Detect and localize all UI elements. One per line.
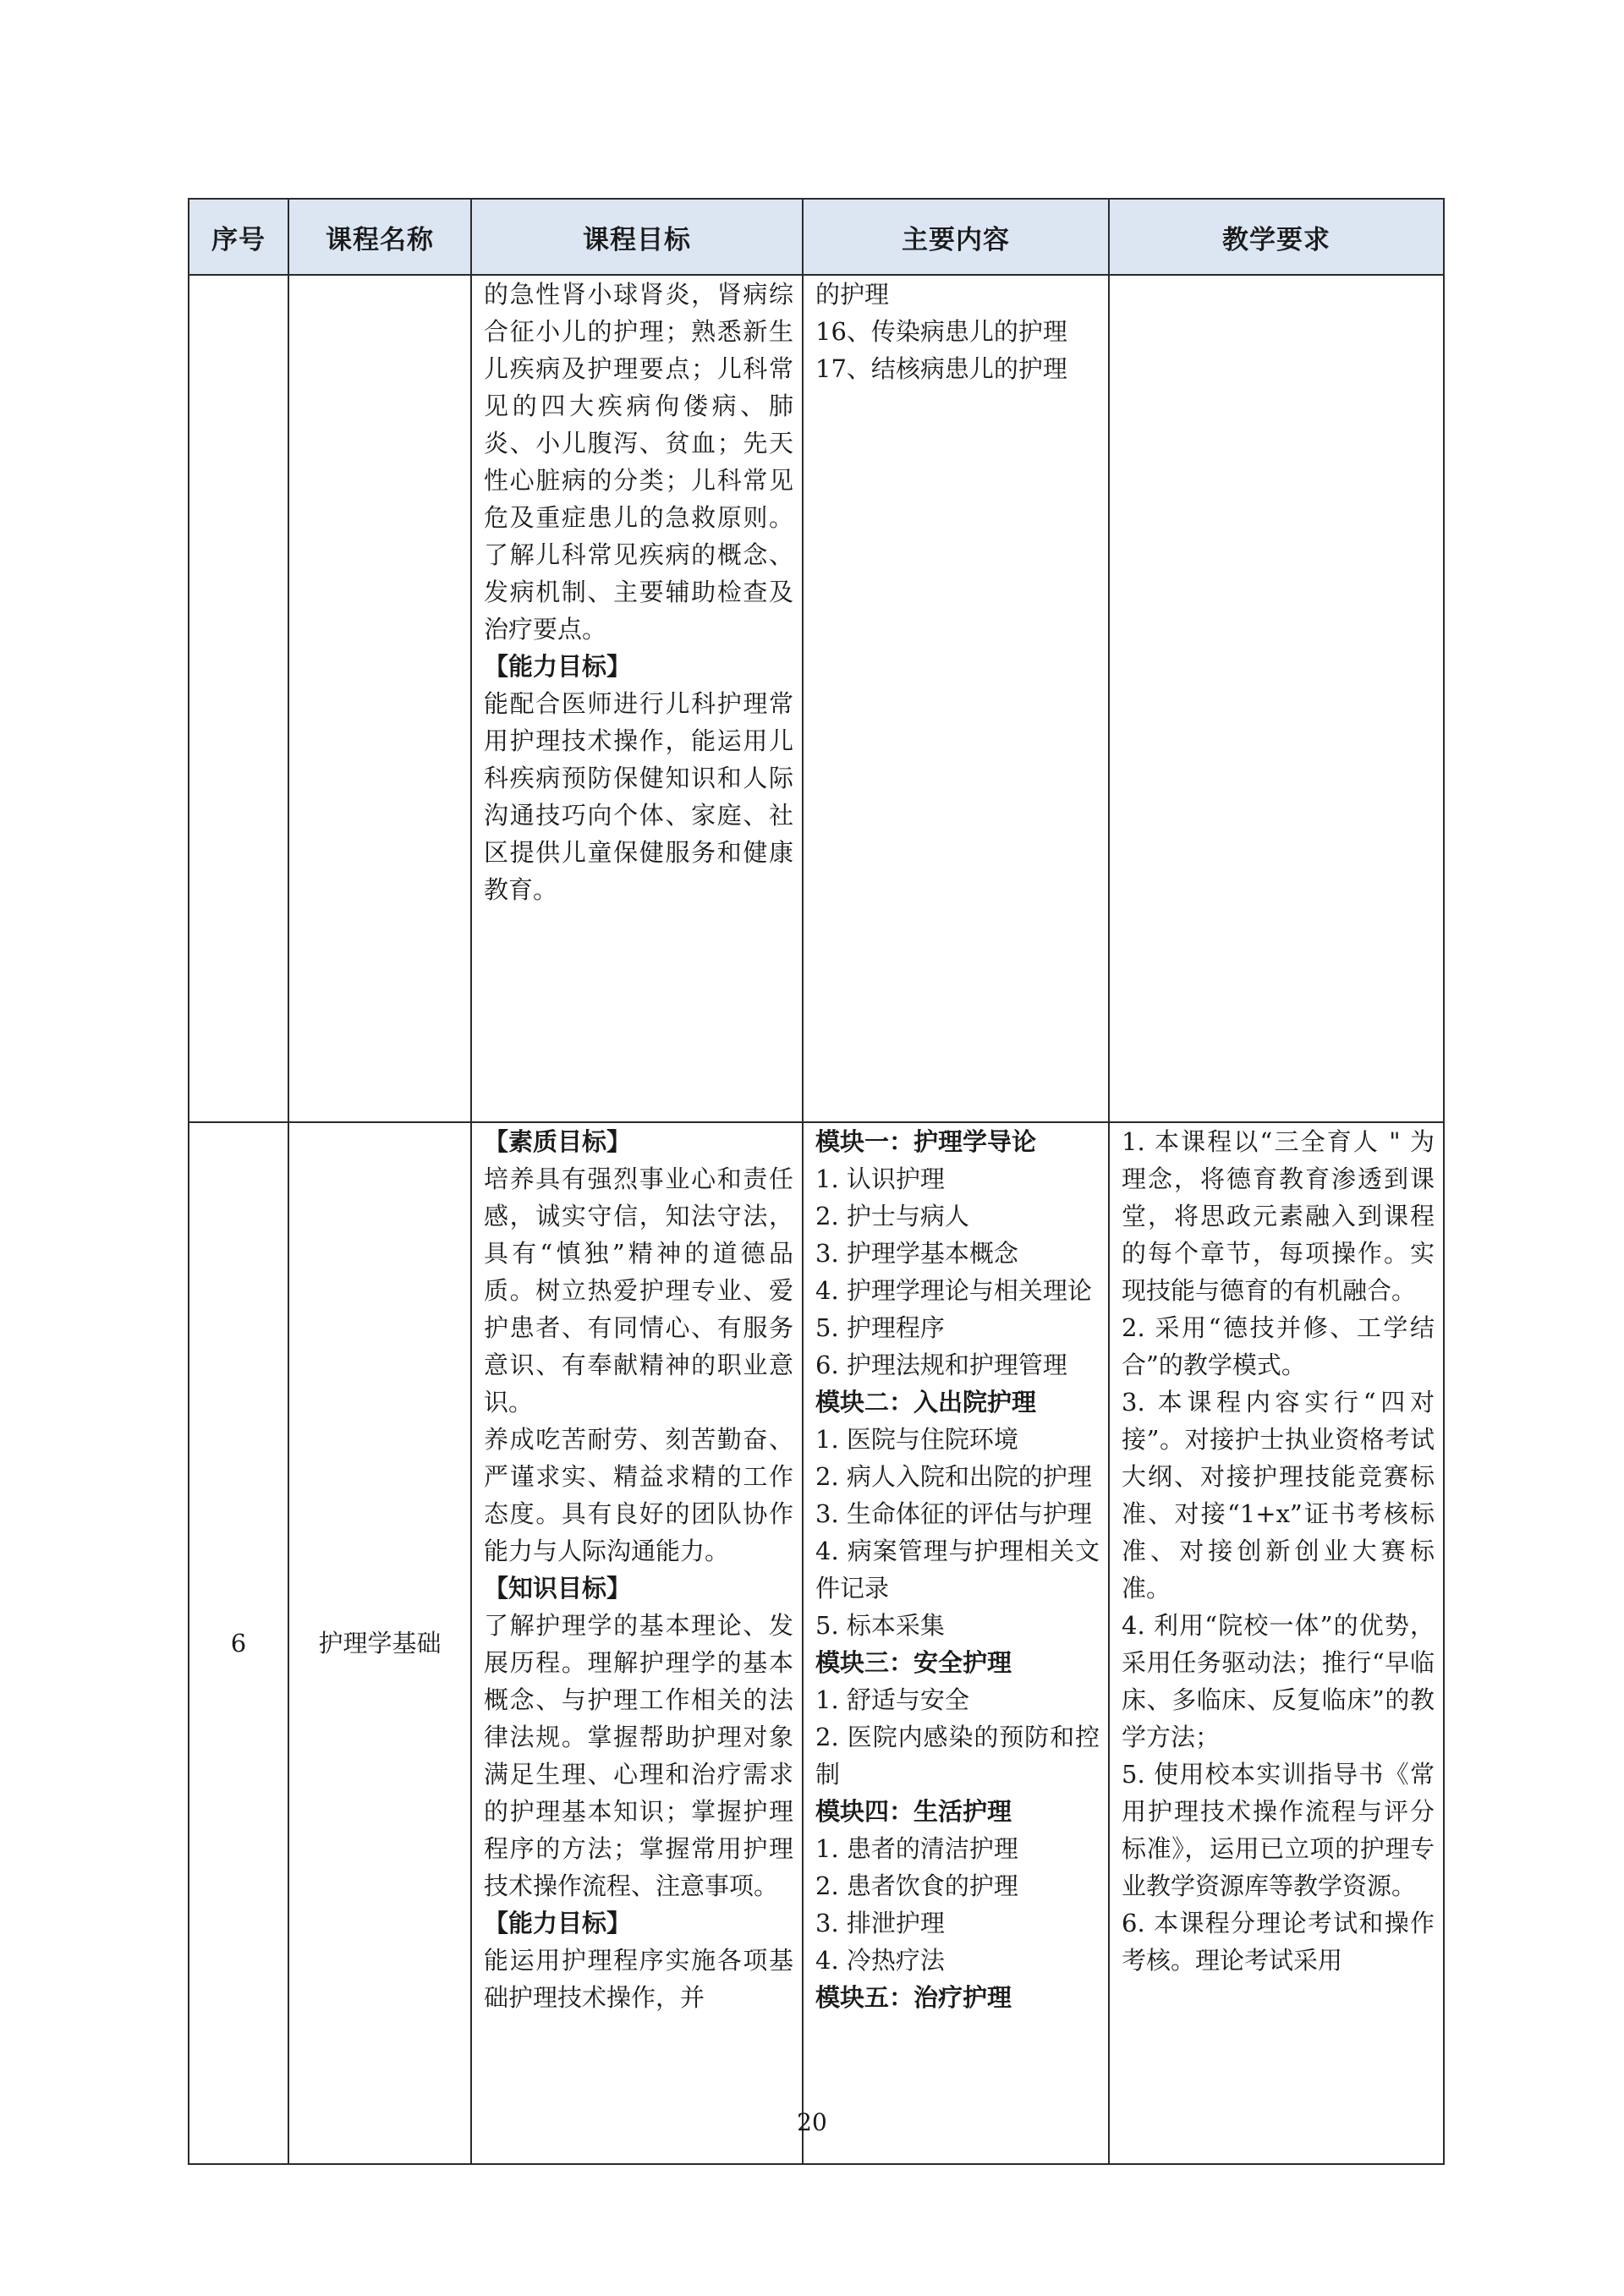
module-heading: 模块三：安全护理 — [815, 1648, 1012, 1677]
content-item: 17、结核病患儿的护理 — [815, 354, 1067, 383]
row-course-name — [288, 275, 471, 1122]
row-course-name: 护理学基础 — [288, 1122, 471, 2164]
content-item: 4. 病案管理与护理相关文件记录 — [815, 1537, 1100, 1603]
objectives-cell — [471, 275, 803, 1122]
objectives-heading: 【素质目标】 — [484, 1127, 632, 1156]
content-item: 4. 冷热疗法 — [815, 1946, 945, 1975]
content-item: 2. 护士与病人 — [815, 1202, 969, 1230]
header-objectives: 课程目标 — [471, 199, 803, 275]
objectives-text: 能运用护理程序实施各项基础护理技术操作，并 — [484, 1946, 793, 2012]
header-requirements: 教学要求 — [1109, 199, 1444, 275]
content-item: 5. 护理程序 — [815, 1313, 945, 1342]
header-course-name: 课程名称 — [288, 199, 471, 275]
objectives-text: 能配合医师进行儿科护理常用护理技术操作，能运用儿科疾病预防保健知识和人际沟通技巧向个体、家庭、社区提供儿童保健服务和健康教育。 — [484, 689, 793, 904]
objectives-heading: 【知识目标】 — [484, 1574, 632, 1603]
content-item: 3. 排泄护理 — [815, 1909, 945, 1937]
content-cell — [803, 1122, 1109, 2164]
content-item: 2. 病人入院和出院的护理 — [815, 1462, 1092, 1491]
content-item: 1. 舒适与安全 — [815, 1685, 969, 1714]
objectives-text: 了解护理学的基本理论、发展历程。理解护理学的基本概念、与护理工作相关的法律法规。掌握帮助护理对象满足生理、心理和治疗需求的护理基本知识；掌握护理程序的方法；掌握常用护理技术操作流程、注意事项。 — [484, 1611, 793, 1900]
header-number: 序号 — [189, 199, 288, 275]
content-item: 3. 护理学基本概念 — [815, 1239, 1018, 1268]
page-number: 20 — [797, 2108, 827, 2136]
content-item: 5. 标本采集 — [815, 1611, 945, 1640]
objectives-text: 养成吃苦耐劳、刻苦勤奋、严谨求实、精益求精的工作态度。具有良好的团队协作能力与人际沟通能力。 — [484, 1425, 793, 1565]
row-number: 6 — [189, 1122, 288, 2164]
content-item: 16、传染病患儿的护理 — [815, 317, 1067, 346]
content-item: 的护理 — [815, 280, 890, 309]
content-cell — [803, 275, 1109, 1122]
header-content: 主要内容 — [803, 199, 1109, 275]
module-heading: 模块一：护理学导论 — [815, 1127, 1037, 1156]
objectives-cell — [471, 1122, 803, 2164]
requirement-item: 4. 利用“院校一体”的优势，采用任务驱动法；推行“早临床、多临床、反复临床”的教学方法； — [1122, 1611, 1435, 1751]
content-item: 2. 医院内感染的预防和控制 — [815, 1723, 1100, 1789]
requirements-cell — [1109, 1122, 1444, 2164]
content-item: 6. 护理法规和护理管理 — [815, 1351, 1067, 1379]
objectives-text: 的急性肾小球肾炎，肾病综合征小儿的护理；熟悉新生儿疾病及护理要点；儿科常见的四大疾病佝偻病、肺炎、小儿腹泻、贫血；先天性心脏病的分类；儿科常见危及重症患儿的急救原则。了解儿科常见疾病的概念、发病机制、主要辅助检查及治疗要点。 — [484, 280, 793, 644]
requirement-item: 2. 采用“德技并修、工学结合”的教学模式。 — [1122, 1313, 1435, 1379]
table-row — [189, 275, 1444, 1122]
objectives-heading: 【能力目标】 — [484, 1909, 632, 1937]
requirement-item: 3. 本课程内容实行“四对接”。对接护士执业资格考试大纲、对接护理技能竞赛标准、对接“1+x”证书考核标准、对接创新创业大赛标准。 — [1122, 1388, 1435, 1603]
requirement-item: 5. 使用校本实训指导书《常用护理技术操作流程与评分标准》，运用已立项的护理专业教学资源库等教学资源。 — [1122, 1760, 1435, 1900]
requirement-item: 6. 本课程分理论考试和操作考核。理论考试采用 — [1122, 1909, 1435, 1975]
module-heading: 模块四：生活护理 — [815, 1797, 1012, 1826]
requirement-item: 1. 本课程以“三全育人 " 为理念，将德育教育渗透到课堂，将思政元素融入到课程的每个章节，每项操作。实现技能与德育的有机融合。 — [1122, 1127, 1435, 1305]
row-number — [189, 275, 288, 1122]
course-table — [188, 198, 1445, 2165]
requirements-cell — [1109, 275, 1444, 1122]
content-item: 1. 医院与住院环境 — [815, 1425, 1018, 1454]
content-item: 2. 患者饮食的护理 — [815, 1871, 1018, 1900]
content-item: 1. 患者的清洁护理 — [815, 1834, 1018, 1863]
module-heading: 模块五：治疗护理 — [815, 1983, 1012, 2012]
objectives-heading: 【能力目标】 — [484, 652, 632, 681]
table-header-row — [189, 199, 1444, 275]
objectives-text: 培养具有强烈事业心和责任感，诚实守信，知法守法，具有“慎独”精神的道德品质。树立热爱护理专业、爱护患者、有同情心、有服务意识、有奉献精神的职业意识。 — [484, 1164, 793, 1417]
content-item: 1. 认识护理 — [815, 1164, 945, 1193]
table-row — [189, 1122, 1444, 2164]
module-heading: 模块二：入出院护理 — [815, 1388, 1037, 1417]
content-item: 3. 生命体征的评估与护理 — [815, 1499, 1092, 1528]
content-item: 4. 护理学理论与相关理论 — [815, 1276, 1092, 1305]
